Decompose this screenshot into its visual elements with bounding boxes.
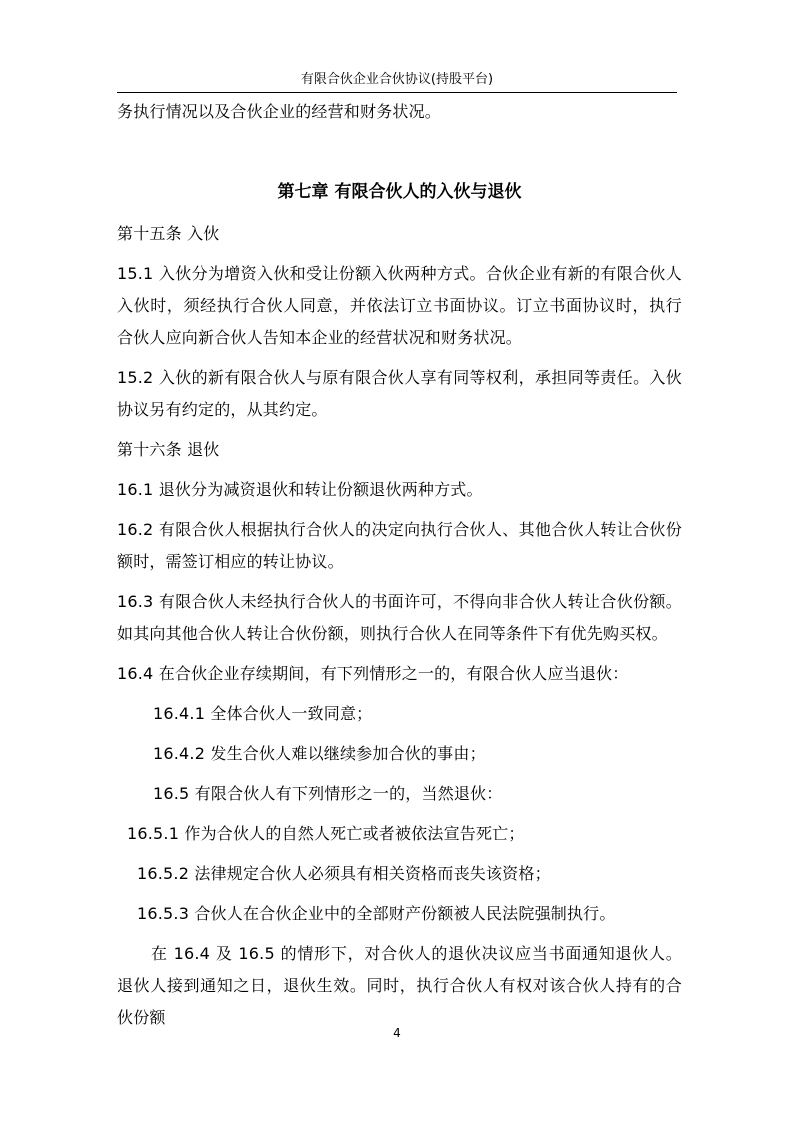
clause-16-5-2: 16.5.2 法律规定合伙人必须具有相关资格而丧失该资格； — [137, 864, 551, 883]
continuation-paragraph: 务执行情况以及合伙企业的经营和财务状况。 — [117, 102, 442, 121]
clause-16-4: 16.4 在合伙企业存续期间，有下列情形之一的，有限合伙人应当退伙： — [117, 664, 629, 683]
article-15-title: 第十五条 入伙 — [117, 224, 220, 243]
clause-15-1: 15.1 入伙分为增资入伙和受让份额入伙两种方式。合伙企业有新的有限合伙人入伙时，须经执行合伙人同意，并依法订立书面协议。订立书面协议时，执行合伙人应向新合伙人告知本企业的经营状况和财务状况。 — [117, 264, 682, 347]
clause-16-closing: 在 16.4 及 16.5 的情形下，对合伙人的退伙决议应当书面通知退伙人。退伙人接到通知之日，退伙生效。同时，执行合伙人有权对该合伙人持有的合伙份额 — [117, 944, 682, 1027]
clause-16-5: 16.5 有限合伙人有下列情形之一的，当然退伙： — [153, 784, 503, 803]
clause-16-4-2: 16.4.2 发生合伙人难以继续参加合伙的事由； — [153, 744, 486, 763]
header-rule — [117, 92, 677, 93]
chapter-title: 第七章 有限合伙人的入伙与退伙 — [277, 182, 522, 202]
clause-16-1: 16.1 退伙分为减资退伙和转让份额退伙两种方式。 — [117, 480, 483, 499]
clause-16-3: 16.3 有限合伙人未经执行合伙人的书面许可，不得向非合伙人转让合伙份额。如其向其他合伙人转让合伙份额，则执行合伙人在同等条件下有优先购买权。 — [117, 592, 682, 643]
clause-15-2: 15.2 入伙的新有限合伙人与原有限合伙人享有同等权利，承担同等责任。入伙协议另有约定的，从其约定。 — [117, 368, 682, 419]
clause-16-5-3: 16.5.3 合伙人在合伙企业中的全部财产份额被人民法院强制执行。 — [137, 904, 616, 923]
clause-16-2: 16.2 有限合伙人根据执行合伙人的决定向执行合伙人、其他合伙人转让合伙份额时，需签订相应的转让协议。 — [117, 520, 682, 571]
page-header: 有限合伙企业合伙协议(持股平台) — [300, 72, 494, 87]
clause-16-4-1: 16.4.1 全体合伙人一致同意； — [153, 704, 373, 723]
article-16-title: 第十六条 退伙 — [117, 440, 220, 459]
page-number: 4 — [393, 1026, 401, 1040]
clause-16-5-1: 16.5.1 作为合伙人的自然人死亡或者被依法宣告死亡； — [127, 824, 525, 843]
document-body — [117, 96, 682, 1042]
